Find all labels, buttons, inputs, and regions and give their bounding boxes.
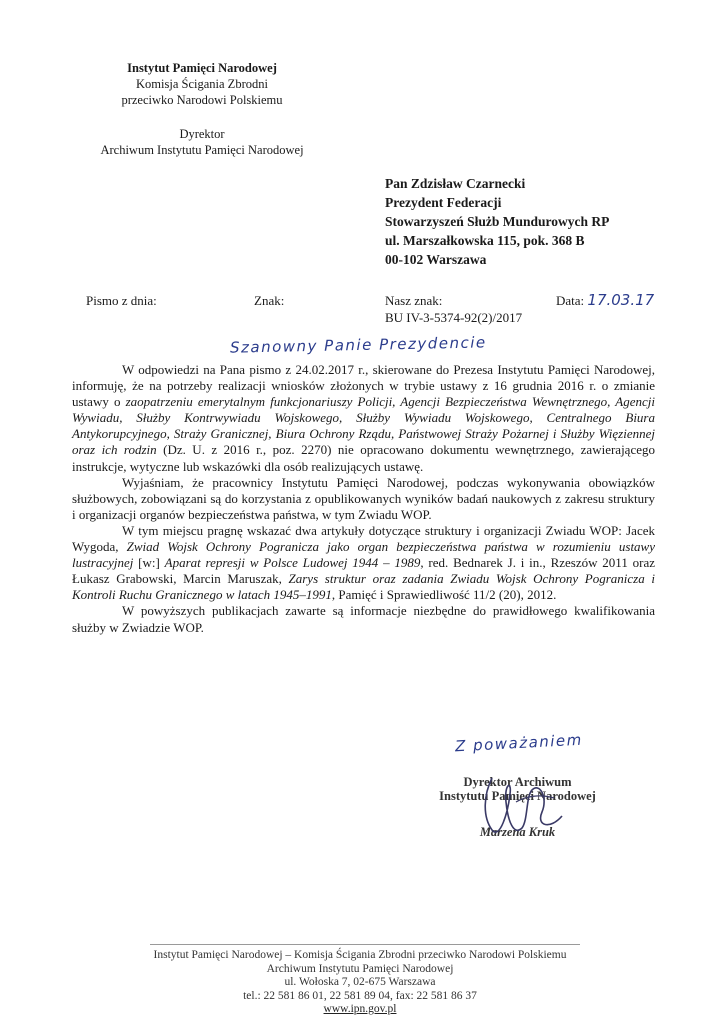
issuer-commission: Komisja Ścigania Zbrodni [136, 77, 268, 91]
recipient-address [385, 174, 609, 269]
handwritten-greeting: Szanowny Panie Prezydencie [229, 333, 487, 357]
recipient-title: Prezydent Federacji [385, 195, 502, 210]
recipient-name: Pan Zdzisław Czarnecki [385, 176, 526, 191]
footer [100, 949, 620, 1017]
meta-znak-label: Znak: [254, 293, 285, 308]
issuer-department: Archiwum Instytutu Pamięci Narodowej [100, 143, 304, 157]
issuer-block [66, 60, 338, 158]
footer-phone: tel.: 22 581 86 01, 22 581 89 04, fax: 22 581 86 37 [243, 989, 477, 1002]
signature-scribble-icon [470, 772, 580, 852]
paragraph-2: Wyjaśniam, że pracownicy Instytutu Pamięci Narodowej, podczas wykonywania obowiązków służbowych, zobowiązani są do korzystania z opublikowanych wyników badań naukowych z zakresu struktury i organizacji organów bezpieczeństwa państwa, w tym Zwiadu WOP. [72, 474, 655, 522]
stamp-title: Dyrektor Archiwum [463, 775, 572, 789]
recipient-street: ul. Marszałkowska 115, pok. 368 B [385, 233, 585, 248]
meta-date-value: 17.03.17 [587, 291, 655, 309]
footer-institution: Instytut Pamięci Narodowej – Komisja Ścigania Zbrodni przeciwko Narodowi Polskiemu [153, 949, 567, 961]
paragraph-4: W powyższych publikacjach zawarte są informacje niezbędne do prawidłowego kwalifikowania służby w Zwiadzie WOP. [72, 603, 655, 635]
handwritten-closing: Z poważaniem [454, 730, 584, 756]
meta-date [556, 292, 654, 309]
recipient-organization: Stowarzyszeń Służb Mundurowych RP [385, 214, 610, 229]
stamp-institution: Instytutu Pamięci Narodowej [439, 789, 596, 803]
meta-pismo-label: Pismo z dnia: [86, 293, 157, 308]
footer-divider [150, 944, 580, 945]
meta-date-label: Data: [556, 293, 585, 308]
paragraph-3: W tym miejscu pragnę wskazać dwa artykuły dotyczące struktury i organizacji Zwiadu WOP: Jacek Wygoda, Zwiad Wojsk Ochrony Pogranicza jako organ bezpieczeństwa państwa w rozumieniu ustawy lustracyjnej [w:] Aparat represji w Polsce Ludowej 1944 – 1989, red. Bednarek J. i in., Rzeszów 2011 oraz Łukasz Grabowski, Marcin Maruszak, Zarys struktur oraz zadania Zwiadu Wojsk Ochrony Pogranicza i Kontroli Ruchu Granicznego w latach 1945–1991, Pamięć i Sprawiedliwość 11/2 (20), 2012. [72, 522, 655, 603]
meta-nasz-znak [385, 292, 522, 326]
recipient-city: 00-102 Warszawa [385, 252, 487, 267]
paragraph-1: W odpowiedzi na Pana pismo z 24.02.2017 r., skierowane do Prezesa Instytutu Pamięci Narodowej, informuję, że na potrzeby realizacji wniosków złożonych w trybie ustawy z 16 grudnia 2016 r. o zmianie ustawy o zaopatrzeniu emerytalnym funkcjonariuszy Policji, Agencji Bezpieczeństwa Wewnętrznego, Agencji Wywiadu, Służby Kontrwywiadu Wojskowego, Służby Wywiadu Wojskowego, Centralnego Biura Antykorupcyjnego, Straży Granicznej, Biura Ochrony Rządu, Państwowej Straży Pożarnej i Służby Więziennej oraz ich rodzin (Dz. U. z 2016 r., poz. 2270) nie opracowano dokumentu wewnętrznego, zawierającego instrukcje, wytyczne lub wskazówki dla osób realizujących ustawę. [72, 362, 655, 474]
footer-website-link[interactable]: www.ipn.gov.pl [323, 1003, 397, 1015]
meta-nasz-znak-label: Nasz znak: [385, 293, 443, 308]
stamp-name: Marzena Kruk [479, 825, 556, 839]
issuer-institute: Instytut Pamięci Narodowej [127, 61, 277, 75]
issuer-commission-cont: przeciwko Narodowi Polskiemu [121, 93, 283, 107]
issuer-role: Dyrektor [179, 127, 225, 141]
footer-address: ul. Wołoska 7, 02-675 Warszawa [284, 976, 436, 988]
meta-nasz-znak-value: BU IV-3-5374-92(2)/2017 [385, 310, 523, 325]
footer-department: Archiwum Instytutu Pamięci Narodowej [266, 962, 454, 975]
letter-body [72, 362, 655, 636]
